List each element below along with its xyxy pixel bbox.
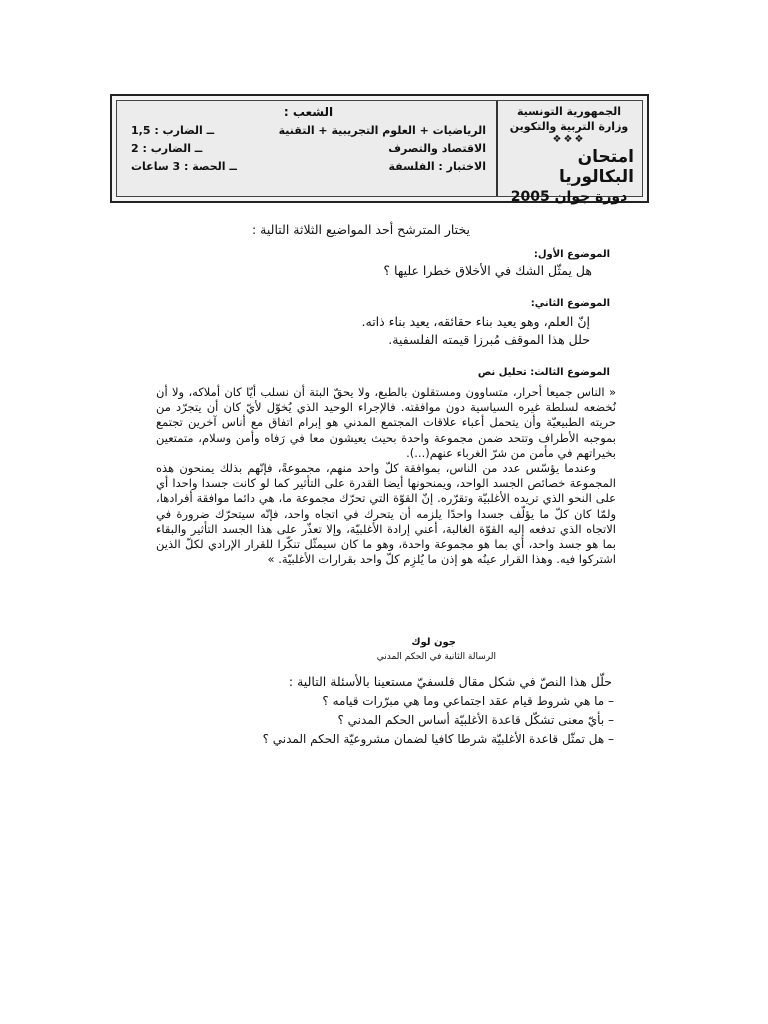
analysis-task: حلّل هذا النصّ في شكل مقال فلسفيّ مستعينا بالأسئلة التالية : <box>288 674 612 689</box>
duration: ــ الحصة : 3 ساعات <box>131 160 237 173</box>
branch-name: الاقتصاد والتصرف <box>388 142 486 155</box>
topic2-task: حلل هذا الموقف مُبرزا قيمته الفلسفية. <box>388 332 590 347</box>
coefficient: ــ الضارب : 1,5 <box>131 124 215 137</box>
excerpt-paragraph: « الناس جميعا أحرار، متساوون ومستقلون بالطبع، ولا يحقّ البتة أن نسلب أيّا كان أملاكه، ولا أن نُخضعه لسلطة غيره السياسية دون موافقته. فالإجراء الوحيد الذي يُخوّل لأيّ كان أن يتجرّد من حريته الطبيعيّة وأن يتحمل أعباء علاقات المجتمع المدني هو إبرام اتفاق مع أناس آخرين تجتمع بموجبه الأطراف وتتحد ضمن مجموعة واحدة بحيث يعيشون معا في رَفاه وأمن وسلام، متمتعين بخيراتهم في مأمن من شرّ الغرباء عنهم(...). <box>156 385 616 460</box>
header-row <box>131 142 486 155</box>
excerpt-author: جون لوك <box>411 637 456 648</box>
coefficient: ــ الضارب : 2 <box>131 142 203 155</box>
topic3-label: الموضوع الثالث: تحليل نص <box>477 367 610 378</box>
exam-title: امتحان البكالوريا <box>558 147 634 187</box>
branch-name: الرياضيات + العلوم التجريبية + التقنية <box>278 124 486 137</box>
guiding-question: – ما هي شروط قيام عقد اجتماعي وما هي مبرّرات قيامه ؟ <box>322 694 614 708</box>
header-details <box>117 101 496 196</box>
guiding-question: – بأيّ معنى تشكّل قاعدة الأغلبيّة أساس الحكم المدني ؟ <box>337 713 614 727</box>
exam-session: دورة جوان 2005 <box>510 189 628 205</box>
topic2-statement: إنّ العلم، وهو يعيد بناء حقائقه، يعيد بناء ذاته. <box>361 314 590 329</box>
ornament-stars: ❖❖❖ <box>552 134 586 145</box>
exam-header <box>110 94 649 203</box>
branches-title: الشعب : <box>283 105 334 119</box>
header-row <box>131 160 486 173</box>
exam-header-inner <box>116 100 643 205</box>
topic2-label: الموضوع الثاني: <box>530 298 610 309</box>
text-excerpt <box>156 385 616 567</box>
subject-name: الاختبار : الفلسفة <box>388 160 486 173</box>
excerpt-paragraph: وعندما يؤسّس عدد من الناس، بموافقة كلّ واحد منهم، مجموعةً، فإنّهم بذلك يمنحون هذه المجموعة خصائص الجسد الواحد، ويمنحونها أيضا القدرة على التأثير كما لو كانت جسدا واحدا أي على النحو الذي تريده الأغلبيّة وتقرّره. إنّ القوّة التي تحرّك مجموعة ما، هي دائما موافقة أفرادها، ولمّا كان كلّ ما يؤلّف جسدا واحدًا يلزمه أن يتحرك في اتجاه واحد، فإنّه سيتحرّك ضرورة في الاتجاه الذي تدفعه إليه القوّة الغالبة، أعني إرادة الأغلبيّة، وإلا تعذّر على هذا الجسد التأثير والبقاء بما هو جسد واحد، أي بما هو مجموعة واحدة، وهو ما كان سيمثّل تنكّرا للقرار الإرادي لكلّ الذين اشتركوا فيه. وهذا القرار عينُه هو إذن ما يُلزِم كلّ واحد بقرارات الأغلبيّة. » <box>156 461 616 567</box>
guiding-questions <box>263 692 614 749</box>
header-row <box>131 124 486 137</box>
topic1-question: هل يمثّل الشك في الأخلاق خطرا عليها ؟ <box>383 263 592 278</box>
header-institution <box>496 101 642 205</box>
republic-name: الجمهورية التونسية <box>516 105 622 118</box>
ministry-name: وزارة التربية والتكوين <box>509 120 629 133</box>
guiding-question: – هل تمثّل قاعدة الأغلبيّة شرطا كافيا لضمان مشروعيّة الحكم المدني ؟ <box>262 732 614 746</box>
topic1-label: الموضوع الأول: <box>533 249 610 260</box>
excerpt-source: الرسالة الثانية في الحكم المدني <box>376 652 496 662</box>
instruction-text: يختار المترشح أحد المواضيع الثلاثة التالية : <box>251 222 470 237</box>
